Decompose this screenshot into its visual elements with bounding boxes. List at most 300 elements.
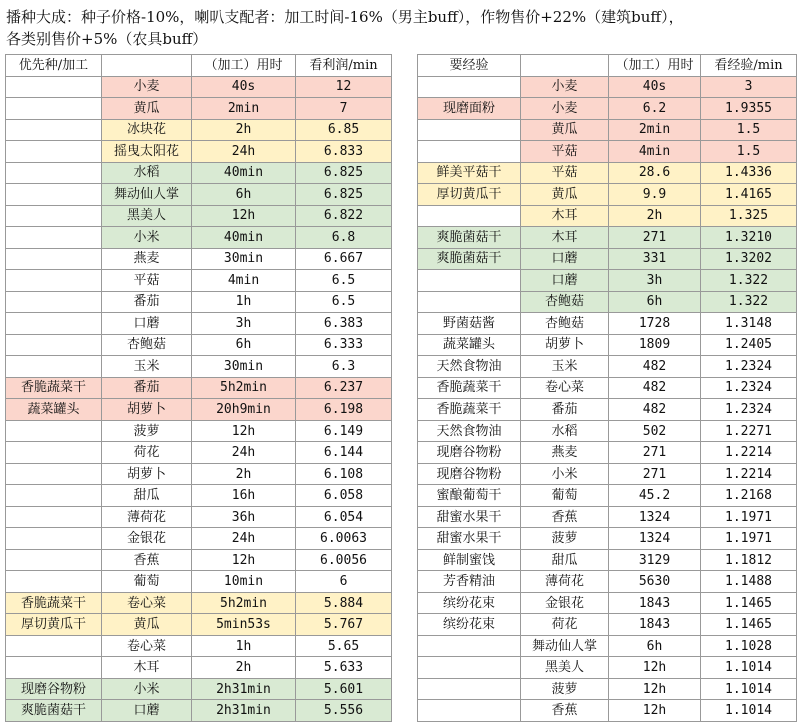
process-cell: 野菌菇酱 (418, 313, 521, 335)
crop-cell: 荷花 (102, 442, 192, 464)
process-cell (6, 442, 102, 464)
time-cell: 6h (609, 635, 701, 657)
rate-cell: 1.4336 (701, 162, 797, 184)
table-row (6, 291, 392, 313)
rate-cell: 6.825 (296, 184, 392, 206)
time-cell: 4min (609, 141, 701, 163)
time-cell: 24h (192, 141, 296, 163)
process-cell: 厚切黄瓜干 (6, 614, 102, 636)
rate-cell: 6.0063 (296, 528, 392, 550)
process-cell: 现磨面粉 (418, 98, 521, 120)
rate-cell: 1.1465 (701, 592, 797, 614)
process-cell: 香脆蔬菜干 (418, 377, 521, 399)
process-cell: 香脆蔬菜干 (6, 592, 102, 614)
time-cell: 12h (609, 678, 701, 700)
rate-cell: 5.633 (296, 657, 392, 679)
time-cell: 5h2min (192, 592, 296, 614)
table-row (418, 227, 797, 249)
rate-cell: 1.2214 (701, 463, 797, 485)
rate-cell: 1.2324 (701, 356, 797, 378)
rate-cell: 1.322 (701, 291, 797, 313)
crop-cell: 玉米 (521, 356, 609, 378)
process-cell (418, 657, 521, 679)
process-cell: 爽脆菌菇干 (418, 248, 521, 270)
time-cell: 40s (609, 76, 701, 98)
table-row (6, 356, 392, 378)
table-row (418, 571, 797, 593)
time-cell: 6h (609, 291, 701, 313)
time-cell: 2h31min (192, 700, 296, 722)
crop-cell: 平菇 (521, 141, 609, 163)
process-cell (6, 291, 102, 313)
process-cell: 爽脆菌菇干 (418, 227, 521, 249)
crop-cell: 黄瓜 (102, 614, 192, 636)
time-cell: 1324 (609, 506, 701, 528)
time-cell: 1h (192, 635, 296, 657)
table-row (418, 313, 797, 335)
time-cell: 1809 (609, 334, 701, 356)
crop-cell: 水稻 (521, 420, 609, 442)
table-row (418, 635, 797, 657)
rate-cell: 5.65 (296, 635, 392, 657)
table-row (418, 614, 797, 636)
crop-cell: 金银花 (102, 528, 192, 550)
process-cell: 天然食物油 (418, 420, 521, 442)
time-cell: 6h (192, 334, 296, 356)
rate-cell: 1.1812 (701, 549, 797, 571)
process-cell: 甜蜜水果干 (418, 528, 521, 550)
process-cell: 甜蜜水果干 (418, 506, 521, 528)
rate-cell: 1.2271 (701, 420, 797, 442)
process-cell: 缤纷花束 (418, 614, 521, 636)
table-row (6, 399, 392, 421)
table-row (418, 270, 797, 292)
rate-cell: 6.833 (296, 141, 392, 163)
process-cell (6, 313, 102, 335)
rate-cell: 1.5 (701, 119, 797, 141)
crop-cell: 番茄 (102, 291, 192, 313)
table-row (418, 592, 797, 614)
crop-cell: 口蘑 (102, 313, 192, 335)
crop-cell: 金银花 (521, 592, 609, 614)
col-header-crop (102, 55, 192, 77)
rate-cell: 6.825 (296, 162, 392, 184)
table-row (6, 184, 392, 206)
table-row (6, 270, 392, 292)
time-cell: 271 (609, 227, 701, 249)
time-cell: 40min (192, 227, 296, 249)
crop-cell: 冰块花 (102, 119, 192, 141)
table-row (418, 356, 797, 378)
process-cell (6, 485, 102, 507)
process-cell (418, 270, 521, 292)
time-cell: 40s (192, 76, 296, 98)
table-row (418, 184, 797, 206)
rate-cell: 6.149 (296, 420, 392, 442)
crop-cell: 香蕉 (521, 506, 609, 528)
table-row (6, 334, 392, 356)
table-row (418, 98, 797, 120)
time-cell: 3h (609, 270, 701, 292)
rate-cell: 1.2324 (701, 399, 797, 421)
crop-cell: 香蕉 (521, 700, 609, 722)
col-header-time: （加工）用时 (192, 55, 296, 77)
rate-cell: 1.2214 (701, 442, 797, 464)
table-row (6, 571, 392, 593)
crop-cell: 小麦 (521, 98, 609, 120)
table-row (418, 291, 797, 313)
table-row (6, 506, 392, 528)
rate-cell: 1.5 (701, 141, 797, 163)
time-cell: 2h (192, 657, 296, 679)
table-row (418, 76, 797, 98)
table-row (418, 248, 797, 270)
time-cell: 12h (192, 549, 296, 571)
table-row (418, 463, 797, 485)
col-header-rate: 看利润/min (296, 55, 392, 77)
process-cell (418, 678, 521, 700)
rate-cell: 12 (296, 76, 392, 98)
col-header-crop (521, 55, 609, 77)
table-row (6, 528, 392, 550)
crop-cell: 甜瓜 (521, 549, 609, 571)
crop-cell: 卷心菜 (521, 377, 609, 399)
rate-cell: 6 (296, 571, 392, 593)
process-cell (6, 549, 102, 571)
process-cell: 现磨谷物粉 (418, 463, 521, 485)
rate-cell: 6.058 (296, 485, 392, 507)
rate-cell: 5.767 (296, 614, 392, 636)
crop-cell: 胡萝卜 (521, 334, 609, 356)
process-cell (6, 227, 102, 249)
process-cell (6, 98, 102, 120)
process-cell: 鲜制蜜饯 (418, 549, 521, 571)
rate-cell: 6.333 (296, 334, 392, 356)
process-cell (6, 420, 102, 442)
crop-cell: 小麦 (102, 76, 192, 98)
crop-cell: 胡萝卜 (102, 463, 192, 485)
process-cell: 爽脆菌菇干 (6, 700, 102, 722)
rate-cell: 6.108 (296, 463, 392, 485)
table-row (418, 377, 797, 399)
process-cell: 蔬菜罐头 (6, 399, 102, 421)
table-row (418, 399, 797, 421)
process-cell (6, 205, 102, 227)
crop-cell: 口蘑 (521, 270, 609, 292)
crop-cell: 菠萝 (521, 678, 609, 700)
table-row (418, 549, 797, 571)
rate-cell: 1.3148 (701, 313, 797, 335)
process-cell (6, 248, 102, 270)
crop-cell: 杏鲍菇 (102, 334, 192, 356)
time-cell: 24h (192, 442, 296, 464)
time-cell: 36h (192, 506, 296, 528)
time-cell: 331 (609, 248, 701, 270)
rate-cell: 6.383 (296, 313, 392, 335)
time-cell: 12h (192, 420, 296, 442)
time-cell: 1843 (609, 614, 701, 636)
process-cell (418, 205, 521, 227)
header-note (0, 0, 800, 54)
crop-cell: 杏鲍菇 (521, 313, 609, 335)
crop-cell: 黑美人 (102, 205, 192, 227)
table-row (6, 377, 392, 399)
table-row (6, 614, 392, 636)
time-cell: 30min (192, 356, 296, 378)
crop-cell: 口蘑 (521, 248, 609, 270)
experience-table (417, 54, 797, 722)
rate-cell: 7 (296, 98, 392, 120)
rate-cell: 3 (701, 76, 797, 98)
table-row (418, 334, 797, 356)
time-cell: 24h (192, 528, 296, 550)
time-cell: 2h (609, 205, 701, 227)
crop-cell: 木耳 (521, 205, 609, 227)
time-cell: 4min (192, 270, 296, 292)
time-cell: 1843 (609, 592, 701, 614)
rate-cell: 1.1971 (701, 506, 797, 528)
process-cell: 现磨谷物粉 (418, 442, 521, 464)
time-cell: 28.6 (609, 162, 701, 184)
table-row (6, 635, 392, 657)
time-cell: 20h9min (192, 399, 296, 421)
process-cell (6, 184, 102, 206)
crop-cell: 黄瓜 (521, 119, 609, 141)
table-row (418, 420, 797, 442)
process-cell: 厚切黄瓜干 (418, 184, 521, 206)
rate-cell: 1.3202 (701, 248, 797, 270)
process-cell (6, 76, 102, 98)
crop-cell: 黑美人 (521, 657, 609, 679)
table-row (418, 162, 797, 184)
process-cell (6, 334, 102, 356)
time-cell: 271 (609, 463, 701, 485)
time-cell: 45.2 (609, 485, 701, 507)
time-cell: 3h (192, 313, 296, 335)
table-row (418, 700, 797, 722)
process-cell (6, 463, 102, 485)
process-cell (6, 657, 102, 679)
rate-cell: 6.8 (296, 227, 392, 249)
rate-cell: 1.4165 (701, 184, 797, 206)
process-cell (418, 141, 521, 163)
table-row (418, 119, 797, 141)
crop-cell: 黄瓜 (521, 184, 609, 206)
time-cell: 1h (192, 291, 296, 313)
rate-cell: 1.1014 (701, 657, 797, 679)
process-cell: 鲜美平菇干 (418, 162, 521, 184)
rate-cell: 1.2324 (701, 377, 797, 399)
crop-cell: 薄荷花 (521, 571, 609, 593)
col-header-rate: 看经验/min (701, 55, 797, 77)
time-cell: 5min53s (192, 614, 296, 636)
process-cell: 天然食物油 (418, 356, 521, 378)
rate-cell: 6.198 (296, 399, 392, 421)
time-cell: 482 (609, 399, 701, 421)
crop-cell: 燕麦 (521, 442, 609, 464)
crop-cell: 舞动仙人掌 (102, 184, 192, 206)
crop-cell: 平菇 (521, 162, 609, 184)
crop-cell: 燕麦 (102, 248, 192, 270)
time-cell: 1324 (609, 528, 701, 550)
crop-cell: 菠萝 (521, 528, 609, 550)
time-cell: 482 (609, 356, 701, 378)
crop-cell: 卷心菜 (102, 592, 192, 614)
rate-cell: 6.0056 (296, 549, 392, 571)
table-row (418, 506, 797, 528)
table-row (6, 549, 392, 571)
crop-cell: 番茄 (102, 377, 192, 399)
table-row (418, 485, 797, 507)
rate-cell: 6.144 (296, 442, 392, 464)
time-cell: 5630 (609, 571, 701, 593)
rate-cell: 6.237 (296, 377, 392, 399)
time-cell: 2min (192, 98, 296, 120)
time-cell: 271 (609, 442, 701, 464)
crop-cell: 舞动仙人掌 (521, 635, 609, 657)
table-row (418, 657, 797, 679)
col-header-process: 要经验 (418, 55, 521, 77)
table-row (418, 205, 797, 227)
crop-cell: 菠萝 (102, 420, 192, 442)
crop-cell: 摇曳太阳花 (102, 141, 192, 163)
process-cell (418, 700, 521, 722)
crop-cell: 薄荷花 (102, 506, 192, 528)
process-cell (6, 162, 102, 184)
crop-cell: 玉米 (102, 356, 192, 378)
crop-cell: 木耳 (102, 657, 192, 679)
time-cell: 482 (609, 377, 701, 399)
crop-cell: 水稻 (102, 162, 192, 184)
table-row (6, 678, 392, 700)
process-cell (6, 141, 102, 163)
crop-cell: 葡萄 (521, 485, 609, 507)
time-cell: 2min (609, 119, 701, 141)
crop-cell: 小米 (102, 227, 192, 249)
table-row (6, 657, 392, 679)
rate-cell: 6.3 (296, 356, 392, 378)
table-row (6, 141, 392, 163)
time-cell: 6h (192, 184, 296, 206)
col-header-time: （加工）用时 (609, 55, 701, 77)
table-row (6, 119, 392, 141)
process-cell (418, 119, 521, 141)
rate-cell: 1.1488 (701, 571, 797, 593)
table-row (6, 162, 392, 184)
rate-cell: 6.5 (296, 291, 392, 313)
time-cell: 12h (609, 700, 701, 722)
process-cell: 现磨谷物粉 (6, 678, 102, 700)
table-row (6, 98, 392, 120)
table-row (418, 442, 797, 464)
crop-cell: 葡萄 (102, 571, 192, 593)
table-row (6, 227, 392, 249)
header-line-2: 各类别售价+5%（农具buff） (6, 30, 208, 48)
rate-cell: 1.2168 (701, 485, 797, 507)
process-cell (6, 356, 102, 378)
crop-cell: 番茄 (521, 399, 609, 421)
process-cell (6, 506, 102, 528)
time-cell: 502 (609, 420, 701, 442)
time-cell: 2h (192, 119, 296, 141)
crop-cell: 小米 (102, 678, 192, 700)
table-row (418, 141, 797, 163)
time-cell: 3129 (609, 549, 701, 571)
rate-cell: 5.884 (296, 592, 392, 614)
rate-cell: 1.1028 (701, 635, 797, 657)
rate-cell: 6.667 (296, 248, 392, 270)
process-cell (6, 635, 102, 657)
table-row (6, 76, 392, 98)
time-cell: 2h (192, 463, 296, 485)
header-row (6, 55, 392, 77)
rate-cell: 1.9355 (701, 98, 797, 120)
process-cell: 香脆蔬菜干 (6, 377, 102, 399)
header-line-1: 播种大成：种子价格-10%，喇叭支配者：加工时间-16%（男主buff），作物售价+22%（建筑buff）， (6, 8, 684, 26)
rate-cell: 1.1971 (701, 528, 797, 550)
table-row (6, 420, 392, 442)
process-cell (6, 571, 102, 593)
rate-cell: 6.85 (296, 119, 392, 141)
rate-cell: 1.2405 (701, 334, 797, 356)
rate-cell: 5.556 (296, 700, 392, 722)
rate-cell: 1.1465 (701, 614, 797, 636)
time-cell: 1728 (609, 313, 701, 335)
rate-cell: 1.322 (701, 270, 797, 292)
crop-cell: 小米 (521, 463, 609, 485)
crop-cell: 木耳 (521, 227, 609, 249)
table-row (6, 463, 392, 485)
process-cell (418, 76, 521, 98)
table-row (6, 442, 392, 464)
crop-cell: 平菇 (102, 270, 192, 292)
time-cell: 16h (192, 485, 296, 507)
process-cell (418, 291, 521, 313)
rate-cell: 6.5 (296, 270, 392, 292)
rate-cell: 1.1014 (701, 678, 797, 700)
time-cell: 12h (609, 657, 701, 679)
rate-cell: 1.3210 (701, 227, 797, 249)
table-row (6, 313, 392, 335)
table-row (6, 205, 392, 227)
crop-cell: 小麦 (521, 76, 609, 98)
process-cell: 缤纷花束 (418, 592, 521, 614)
col-header-process: 优先种/加工 (6, 55, 102, 77)
crop-cell: 胡萝卜 (102, 399, 192, 421)
time-cell: 30min (192, 248, 296, 270)
profit-table (5, 54, 392, 722)
time-cell: 40min (192, 162, 296, 184)
crop-cell: 卷心菜 (102, 635, 192, 657)
process-cell: 芳香精油 (418, 571, 521, 593)
process-cell: 香脆蔬菜干 (418, 399, 521, 421)
table-row (418, 528, 797, 550)
time-cell: 12h (192, 205, 296, 227)
rate-cell: 5.601 (296, 678, 392, 700)
table-row (6, 248, 392, 270)
process-cell: 蜜酿葡萄干 (418, 485, 521, 507)
crop-cell: 杏鲍菇 (521, 291, 609, 313)
time-cell: 6.2 (609, 98, 701, 120)
header-row (418, 55, 797, 77)
time-cell: 5h2min (192, 377, 296, 399)
rate-cell: 1.325 (701, 205, 797, 227)
table-row (418, 678, 797, 700)
crop-cell: 荷花 (521, 614, 609, 636)
crop-cell: 口蘑 (102, 700, 192, 722)
crop-cell: 甜瓜 (102, 485, 192, 507)
table-row (6, 592, 392, 614)
